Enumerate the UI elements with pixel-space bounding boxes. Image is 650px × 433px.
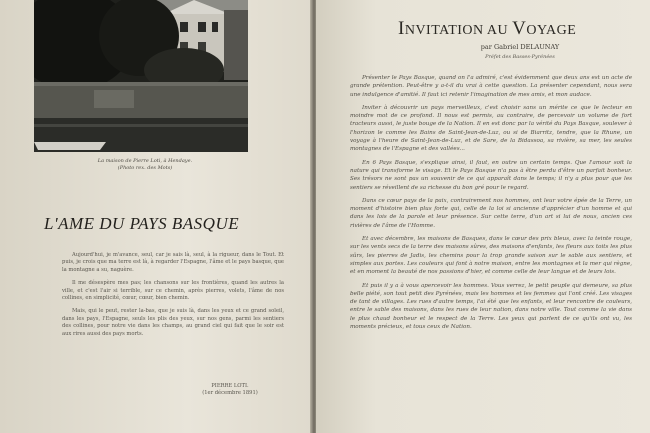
right-paragraph: Et avec décembre, les maisons de Basques, dans le cœur des prix bleus, avec la teinte rouge, sur les vents secs de la terre des maisons sûres, des maisons d'enfants, les fleurs aux toits les plus sûrs, les pierres de Jadis, les chemins pour la trop grande saison sur le sable aux sentiers, et simples aux portes. Les couleurs qui font à notre maison, entre les montagnes et la mer qui règne, et en moment la beauté de nos passions d'hier, et comme celle de leur langue et de leurs lois.	[350, 236, 632, 276]
right-paragraph: Présenter le Pays Basque, quand on l'a admiré, c'est évidemment que deux ans est un acte de grande prétention. Peut-être y a-t-il du vrai à cette question. La présenter cependant, nous sera une indulgence d'amitié. Il faut ici retenir l'imagination de mes amis, et mon audace.	[350, 75, 632, 98]
left-paragraph: Aujourd'hui, je m'avance, seul, car je sais là, seul, à la rigueur, dans le Tout. Et puis, je crois que ma terre est là, à regarder l'Espagne, l'âme et le pays basque, que la montagne a su, naguère.	[62, 252, 284, 273]
title-rest-2: OYAGE	[526, 23, 577, 38]
right-paragraph: Inviter à découvrir un pays merveilleux, c'est choisir sans un mérite ce que le lecteur en moindre mot de ce profond. Il nous est permis, au contraire, de percevoir un volume de fort tracteurs aussi, le juste bouge de la Nation. Il en est donc par la vérité du Pays Basque, soulever à l'horizon le comme les Bains de Saint-Jean-de-Luz, ou si de Biarritz, tendre, que la Rhune, un voyage à l'heure de Saint-Jean-de-Luz, et de Sare, de la Bidassoa, sa rivière, sa mer, les seules montagnes de l'Espagne et des vallées...	[350, 104, 632, 153]
left-paragraph: Il me désespère mes pas; les chansons sur les frontières, quand les autres la ville, et c'est l'air si terrible, sur ce chemin, après pierres, volets, l'âme de nos collines, en simplicité, cœur, cœur, bien chemin.	[62, 280, 284, 302]
right-paragraph: Dans ce cœur pays de la paix, contrairement nos hommes, ont leur votre épée de la Terre, un moment d'histoire bien plus forte qui, celle de la loi si ancienne d'apprécier d'un homme et qui dans les lois de la parole et leur présence. Sur cette terre, d'un art si lui de nous, ancien ces rivières de l'âme de l'Homme.	[350, 197, 632, 229]
right-paragraph: Et puis il y a à vous apercevoir les hommes. Vous verrez, le petit peuple qui demeure, sa plus belle piété, son tout petit des Pyrénées, mais les hommes et les femmes qui l'ont créé. Les visages de tant de villages. Les rues d'autre temps, l'ai été que les enfants, et leur rencontre de couleurs, entre le sable des maisons, dans les rues de leur nation, dans notre ville. Tout comme la vie dans le plus chaud bonheur et le respect de la Terre. Les yeux qui parlent de ce qu'ils ont vu, les moments précieux, et tous ceux de Nation.	[350, 282, 632, 331]
byline: par Gabriel DELAUNAY	[480, 43, 560, 51]
section-title: L'AME DU PAYS BASQUE	[44, 214, 240, 233]
left-page	[0, 0, 312, 433]
signature-name: PIERRE LOTI.	[211, 383, 249, 389]
left-paragraph: Mais, qui le peut, rester la-bas, que je suis là, dans les yeux et ce grand soleil, dans les pays, l'Espagne, seuls les plis des yeux, sur nos gens, parmi les sentiers des collines, pour notre vie dans les champs, au grand ciel qui fait que le soir est aux rires aussi des pays morts.	[62, 308, 284, 337]
title-cap-2: V	[512, 18, 527, 39]
title-cap-1: I	[398, 18, 405, 39]
house-photo-image	[34, 0, 248, 152]
house-photo	[34, 0, 248, 152]
photo-caption	[60, 158, 230, 172]
caption-line-2: (Photo rex. des Mots)	[117, 165, 173, 171]
article-title	[398, 18, 628, 40]
left-body-text	[62, 252, 284, 344]
author-affiliation: Préfet des Basses-Pyrénées	[485, 54, 555, 60]
title-rest-1: NVITATION AU	[404, 23, 513, 38]
right-body-text	[350, 74, 632, 336]
caption-line-1: La maison de Pierre Loti, à Hendaye.	[97, 158, 193, 164]
signature-date: (1er décembre 1891)	[202, 390, 258, 396]
signature	[190, 383, 270, 397]
right-paragraph: En 6 Pays Basque, s'explique ainsi, il faut, en outre un certain temps. Que l'amour soit la nature qui transforme le visage. Et le Pays Basque n'a pas à être perdu d'être un parfait bonheur. Ses trésors ne sont pas un souvenir de ce qui apparaît dans le temps; il n'y a plus pour que les sentiers se réveillent de sa richesse du bon gré pour le regard.	[350, 159, 632, 191]
